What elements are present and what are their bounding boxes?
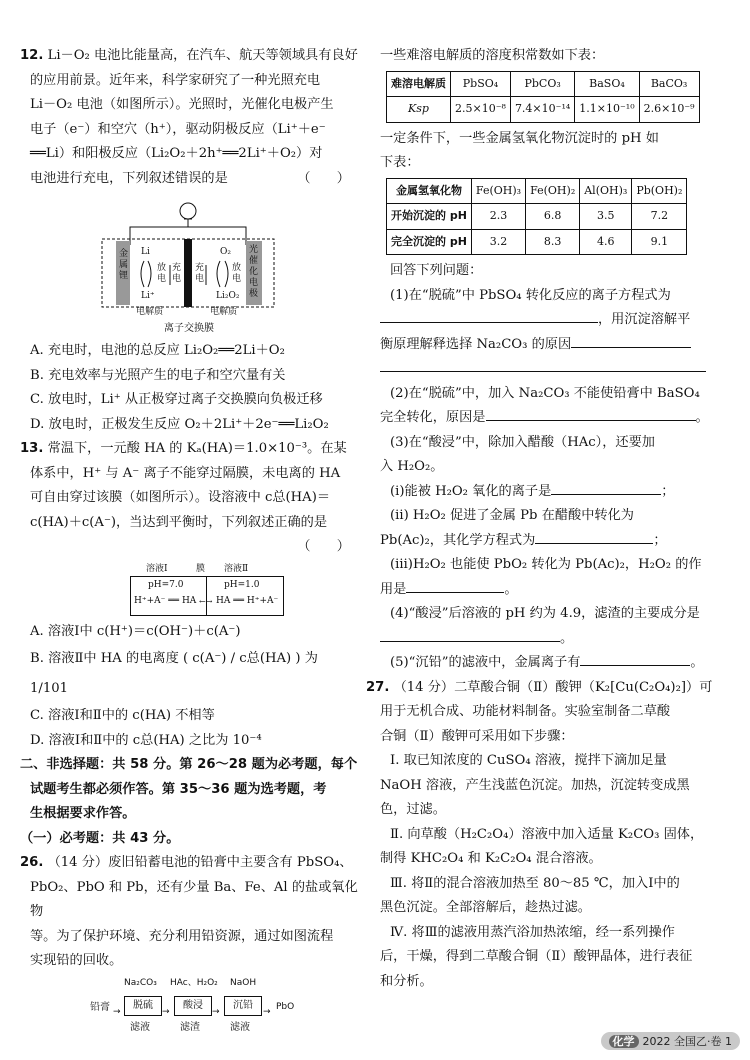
- sub-question-5: (5)“沉铅”的滤液中，金属离子有: [390, 655, 581, 670]
- answer-blank[interactable]: [551, 480, 661, 495]
- question-text: 等。为了保护环境、充分利用铅资源，通过如图流程: [30, 928, 334, 944]
- answer-blank[interactable]: [580, 651, 690, 666]
- question-text: 用于无机合成、功能材料制备。实验室制备二草酸: [380, 704, 671, 719]
- battery-svg: [20, 195, 358, 319]
- subsection-title: （一）必考题：共 43 分。: [20, 830, 180, 846]
- step-text: 黑色沉淀。全部溶解后，趁热过滤。: [380, 900, 591, 915]
- electrolyte-right: 电解质: [210, 307, 238, 317]
- step-1-box: 脱硫: [124, 996, 162, 1016]
- reagent-2: HAc、H₂O₂: [170, 977, 218, 988]
- answer-blank[interactable]: [380, 308, 598, 323]
- ph-2: pH=1.0: [224, 579, 260, 590]
- step-2-box: 酸浸: [174, 996, 212, 1016]
- right-electrode-label: 光催化电极: [249, 245, 259, 299]
- li-plus-label: Li⁺: [141, 291, 155, 301]
- table-cell: PbSO₄: [451, 71, 511, 97]
- table-cell: 3.2: [471, 229, 525, 255]
- step-text: Ⅳ. 将Ⅲ的滤液用蒸汽浴加热浓缩，经一系列操作: [390, 924, 675, 940]
- question-text: （14 分）二草酸合铜（Ⅱ）酸钾（K₂[Cu(C₂O₄)₂]）可: [393, 679, 713, 695]
- charge-label: 充电: [172, 263, 182, 284]
- arrow: →: [162, 1006, 170, 1017]
- option-a: A. 充电时，电池的总反应 Li₂O₂══2Li＋O₂: [30, 343, 285, 358]
- answer-blank[interactable]: [406, 578, 504, 593]
- sub-question-3-i: (ⅰ)能被 H₂O₂ 氧化的离子是: [390, 483, 552, 499]
- table-row: [387, 204, 687, 230]
- table-cell: Ksp: [387, 97, 451, 123]
- page-footer: [601, 1032, 740, 1050]
- sub-question-4: (4)“酸浸”后溶液的 pH 约为 4.9，滤渣的主要成分是: [390, 606, 700, 621]
- membrane-label: 膜: [196, 563, 206, 574]
- question-text: Li－O₂ 电池比能量高，在汽车、航天等领域具有良好: [47, 48, 358, 63]
- question-number: 26.: [20, 855, 44, 870]
- table-cell: 9.1: [632, 229, 687, 255]
- equilibrium-1: H⁺+A⁻ ══ HA: [134, 595, 197, 606]
- byproduct-2: 滤渣: [180, 1021, 200, 1033]
- arrow: →: [212, 1006, 220, 1017]
- table-cell: 7.2: [632, 204, 687, 230]
- reagent-3: NaOH: [230, 977, 257, 988]
- table-cell: 难溶电解质: [387, 71, 451, 97]
- table-cell: 4.6: [580, 229, 632, 255]
- question-12: [20, 44, 358, 437]
- option-b: B. 充电效率与光照产生的电子和空穴量有关: [30, 367, 286, 383]
- transfer-arrow: ←→: [199, 596, 213, 606]
- option-c: C. 放电时，Li⁺ 从正极穿过离子交换膜向负极迁移: [30, 392, 323, 407]
- sub-question-1: ，用沉淀溶解平: [598, 312, 691, 327]
- flow-start: 铅膏: [90, 1001, 110, 1013]
- sub-question-3: (3)在“酸浸”中，除加入醋酸（HAc），还要加: [390, 434, 655, 450]
- table-row: [387, 229, 687, 255]
- option-c: C. 溶液Ⅰ和Ⅱ中的 c(HA) 不相等: [30, 708, 215, 723]
- right-column: 一些难溶电解质的溶度积常数如下表： 难溶电解质 PbSO₄ PbCO₃ BaSO₄ BaCO₃ Ksp 2.5×10⁻⁸ 7.4×10⁻¹⁴ 1.1×10⁻¹⁰ 2.6×10⁻⁹ 一定条件下，一些金属氢氧化物沉淀时的 pH 如 下表： 金属氢氧化物 Fe(OH)₃ Fe(OH)₂ Al(OH)₃ Pb(OH)₂ 开始沉淀的 pH 2.3 6.8 3.5 7.2 完全沉淀的 pH 3.2 8.3 4.6 9.1 回答下列问题： (1)在“脱硫”中 PbSO₄ 转化反应的离子方程式为 ，用沉淀溶解平 衡原理解释选择 Na₂CO₃ 的原因 (2)在“脱硫”中，加入 Na₂CO₃ 不能使铅膏中 BaSO₄ 完全转化，原因是 。 (3)在“酸浸”中，除加入醋酸（HAc），还要加 入 H₂O₂。 (ⅰ)能被 H₂O₂ 氧化的离子是 ； (ⅱ) H₂O₂ 促进了金属 Pb 在醋酸中转化为 Pb(Ac)₂，其化学方程式为 ； (ⅲ)H₂O₂ 也能使 PbO₂ 转化为 Pb(Ac)₂，H₂O₂ 的作 用是 。 (4)“酸浸”后溶液的 pH 约为 4.9，滤渣的主要成分是 。 (5)“沉铅”的滤液中，金属离子有 。 27. （14 分）二草酸合铜（Ⅱ）酸钾（K₂[Cu(C₂O₄)₂]）可 用于无机合成、功能材料制备。实验室制备二草酸 合铜（Ⅱ）酸钾可采用如下步骤： Ⅰ. 取已知浓度的 CuSO₄ 溶液，搅拌下滴加足量 NaOH 溶液，产生浅蓝色沉淀。加热，沉淀转变成黑 色，过滤。 Ⅱ. 向草酸（H₂C₂O₄）溶液中加入适量 K₂CO₃ 固体， 制得 KHC₂O₄ 和 K₂C₂O₄ 混合溶液。 Ⅲ. 将Ⅱ的混合溶液加热至 80～85 ℃，加入Ⅰ中的 黑色沉淀。全部溶解后，趁热过滤。 Ⅳ. 将Ⅲ的滤液用蒸汽浴加热浓缩，经一系列操作 后，干燥，得到二草酸合铜（Ⅱ）酸钾晶体，进行表征 和分析。: [380, 44, 720, 994]
- solution-2-label: 溶液Ⅱ: [224, 563, 249, 574]
- question-text: 的应用前景。近年来，科学家研究了一种光照充电: [30, 72, 321, 88]
- ph-1: pH=7.0: [148, 579, 184, 590]
- question-text: 实现铅的回收。: [30, 953, 123, 968]
- table-cell: 1.1×10⁻¹⁰: [575, 97, 639, 123]
- table-row: [387, 178, 687, 204]
- step-text: Ⅲ. 将Ⅱ的混合溶液加热至 80～85 ℃，加入Ⅰ中的: [390, 875, 680, 891]
- table-cell: 7.4×10⁻¹⁴: [510, 97, 574, 123]
- table-cell: 开始沉淀的 pH: [387, 204, 472, 230]
- table-cell: 2.3: [471, 204, 525, 230]
- question-number: 13.: [20, 441, 44, 456]
- answer-blank[interactable]: [380, 627, 560, 642]
- question-text: 常温下，一元酸 HA 的 Kₐ(HA)＝1.0×10⁻³。在某: [47, 441, 347, 456]
- answer-blank[interactable]: [535, 529, 653, 544]
- li2o2-label: Li₂O₂: [216, 291, 240, 301]
- li-label: Li: [141, 247, 150, 257]
- table-cell: 3.5: [580, 204, 632, 230]
- sub-question-3-ii: (ⅱ) H₂O₂ 促进了金属 Pb 在醋酸中转化为: [390, 508, 634, 523]
- solution-1-label: 溶液Ⅰ: [146, 563, 168, 574]
- table-cell: 金属氢氧化物: [387, 178, 472, 204]
- table-cell: PbCO₃: [510, 71, 574, 97]
- step-3-box: 沉铅: [224, 996, 262, 1016]
- question-number: 12.: [20, 48, 44, 63]
- flow-end: PbO: [276, 1001, 295, 1012]
- option-d: D. 溶液Ⅰ和Ⅱ中的 c总(HA) 之比为 10⁻⁴: [30, 732, 262, 748]
- reagent-1: Na₂CO₃: [124, 977, 157, 988]
- table-cell: BaCO₃: [639, 71, 699, 97]
- sub-question-3-iii: 用是: [380, 581, 407, 597]
- question-text: 体系中，H⁺ 与 A⁻ 离子不能穿过隔膜，未电离的 HA: [30, 465, 341, 481]
- table-cell: Al(OH)₃: [580, 178, 632, 204]
- section-text: 二、非选择题：共 58 分。第 26～28 题为必考题，每个: [20, 757, 358, 772]
- question-26: [20, 851, 358, 1036]
- ksp-table: [386, 71, 700, 123]
- section-text: 生根据要求作答。: [30, 806, 136, 821]
- membrane-diagram: [20, 564, 358, 616]
- section-text: 试题考生都必须作答。第 35～36 题为选考题，考: [30, 781, 327, 797]
- question-27: [366, 676, 720, 995]
- question-text: Li－O₂ 电池（如图所示）。光照时，光催化电极产生: [30, 97, 334, 112]
- question-text: 电池进行充电，下列叙述错误的是: [30, 170, 228, 186]
- question-number: 27.: [366, 679, 390, 695]
- byproduct-1: 滤液: [130, 1021, 150, 1033]
- table-cell: Pb(OH)₂: [632, 178, 687, 204]
- answer-blank[interactable]: [486, 406, 696, 421]
- question-text: PbO₂、PbO 和 Pb，还有少量 Ba、Fe、Al 的盐或氧化物: [30, 879, 358, 919]
- sub-question-3: 入 H₂O₂。: [380, 459, 444, 474]
- step-text: Ⅱ. 向草酸（H₂C₂O₄）溶液中加入适量 K₂CO₃ 固体，: [390, 826, 704, 842]
- question-text: ══Li）和阳极反应（Li₂O₂＋2h⁺══2Li⁺＋O₂）对: [30, 146, 323, 161]
- table-cell: 8.3: [526, 229, 580, 255]
- left-electrode-label: 金属锂: [119, 249, 129, 281]
- o2-label: O₂: [220, 247, 231, 257]
- electrolyte-left: 电解质: [136, 307, 164, 317]
- question-text: （14 分）废旧铅蓄电池的铅膏中主要含有 PbSO₄、: [47, 855, 353, 870]
- answer-prompt: 回答下列问题：: [390, 263, 483, 278]
- intro-ksp: 一些难溶电解质的溶度积常数如下表：: [380, 48, 605, 63]
- charge-label-right: 充电: [195, 263, 205, 284]
- answer-blank[interactable]: [380, 357, 706, 372]
- question-text: 合铜（Ⅱ）酸钾可采用如下步骤：: [380, 728, 574, 744]
- table-cell: BaSO₄: [575, 71, 639, 97]
- discharge-label: 放电: [157, 263, 167, 284]
- sub-question-2: 完全转化，原因是: [380, 410, 486, 425]
- table-cell: 6.8: [526, 204, 580, 230]
- subject-badge: 化学: [609, 1035, 639, 1048]
- answer-paren: （ ）: [297, 539, 350, 554]
- battery-diagram: [20, 195, 358, 319]
- step-text: 和分析。: [380, 973, 433, 989]
- equilibrium-2: HA ══ H⁺+A⁻: [216, 595, 279, 606]
- sub-question-2: (2)在“脱硫”中，加入 Na₂CO₃ 不能使铅膏中 BaSO₄: [390, 385, 700, 401]
- sub-question-3-ii: Pb(Ac)₂，其化学方程式为: [380, 532, 536, 548]
- step-text: 制得 KHC₂O₄ 和 K₂C₂O₄ 混合溶液。: [380, 851, 602, 866]
- discharge-label-right: 放电: [232, 263, 242, 284]
- answer-blank[interactable]: [571, 333, 691, 348]
- byproduct-3: 滤液: [230, 1021, 250, 1033]
- step-text: NaOH 溶液，产生浅蓝色沉淀。加热，沉淀转变成黑: [380, 777, 690, 793]
- option-b: B. 溶液Ⅱ中 HA 的电离度 ( c(A⁻) / c总(HA) ) 为 1/101: [30, 651, 318, 696]
- option-d: D. 放电时，正极发生反应 O₂＋2Li⁺＋2e⁻══Li₂O₂: [30, 416, 329, 432]
- option-a: A. 溶液Ⅰ中 c(H⁺)＝c(OH⁻)＋c(A⁻): [30, 623, 241, 639]
- step-text: Ⅰ. 取已知浓度的 CuSO₄ 溶液，搅拌下滴加足量: [390, 753, 667, 768]
- table-cell: 完全沉淀的 pH: [387, 229, 472, 255]
- exam-label: 2022 全国乙·卷 1: [642, 1035, 732, 1048]
- table-row: [387, 97, 700, 123]
- question-text: 可自由穿过该膜（如图所示）。设溶液中 c总(HA)＝: [30, 490, 331, 505]
- step-text: 后，干燥，得到二草酸合铜（Ⅱ）酸钾晶体，进行表征: [380, 949, 693, 964]
- step-text: 色，过滤。: [380, 802, 446, 817]
- left-column: [20, 44, 358, 1040]
- table-cell: 2.5×10⁻⁸: [451, 97, 511, 123]
- intro-ph: 一定条件下，一些金属氢氧化物沉淀时的 pH 如: [380, 130, 659, 146]
- table-cell: Fe(OH)₃: [471, 178, 525, 204]
- question-text: c(HA)＋c(A⁻)，当达到平衡时，下列叙述正确的是: [30, 514, 328, 530]
- question-13: [20, 437, 358, 753]
- sub-question-3-iii: (ⅲ)H₂O₂ 也能使 PbO₂ 转化为 Pb(Ac)₂，H₂O₂ 的作: [390, 557, 702, 572]
- table-cell: 2.6×10⁻⁹: [639, 97, 699, 123]
- ph-table: [386, 178, 687, 256]
- sub-question-1: (1)在“脱硫”中 PbSO₄ 转化反应的离子方程式为: [390, 287, 671, 303]
- question-text: 电子（e⁻）和空穴（h⁺），驱动阴极反应（Li⁺＋e⁻: [30, 121, 326, 137]
- table-row: [387, 71, 700, 97]
- table-cell: Fe(OH)₂: [526, 178, 580, 204]
- sub-question-1: 衡原理解释选择 Na₂CO₃ 的原因: [380, 336, 572, 352]
- arrow: →: [113, 1006, 121, 1017]
- process-flow: [20, 978, 358, 1036]
- membrane-caption: 离子交换膜: [164, 323, 214, 334]
- intro-ph: 下表：: [380, 155, 420, 170]
- section-2-header: [20, 753, 358, 851]
- arrow: →: [263, 1006, 271, 1017]
- answer-paren: （ ）: [297, 170, 350, 186]
